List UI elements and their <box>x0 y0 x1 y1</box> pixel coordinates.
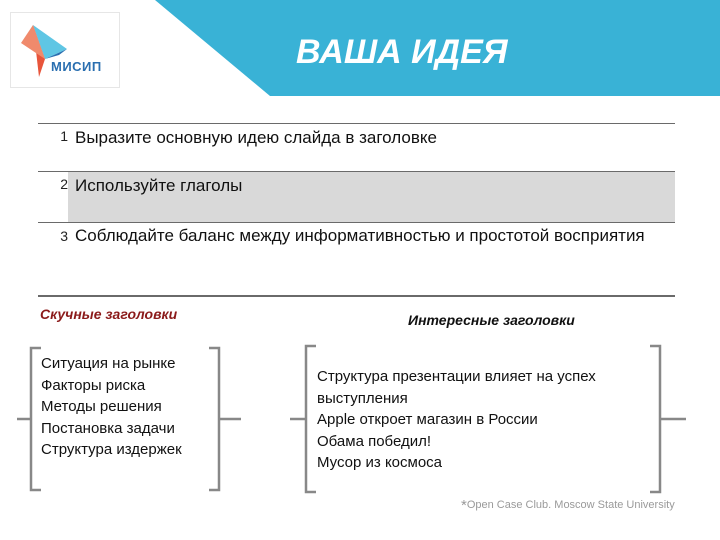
boring-headlines-title: Скучные заголовки <box>40 306 178 322</box>
step-number: 3 <box>60 228 68 244</box>
list-item: Методы решения <box>41 398 162 415</box>
list-item: Структура издержек <box>41 441 182 458</box>
logo-icon <box>11 13 119 87</box>
logo <box>10 12 120 88</box>
footer-star: * <box>461 497 467 514</box>
list-item: Обама победил! <box>317 432 432 450</box>
step-text: Используйте глаголы <box>75 176 243 195</box>
step-row <box>38 171 675 222</box>
step-text: Соблюдайте баланс между информативностью и простотой восприятия <box>75 226 645 245</box>
slide-title: ВАША ИДЕЯ <box>296 33 508 71</box>
step-text: Выразите основную идею слайда в заголовке <box>75 128 437 147</box>
list-item: Мусор из космоса <box>317 454 443 471</box>
step-row <box>38 222 675 297</box>
list-item: Apple откроет магазин в России <box>317 411 538 428</box>
footer-text: Open Case Club. Moscow State University <box>466 499 675 511</box>
interesting-headlines-list <box>317 366 596 474</box>
steps-table <box>38 123 675 297</box>
list-item: Структура презентации влияет на успех <box>317 368 596 385</box>
logo-text: МИСИП <box>51 59 102 74</box>
list-item: выступления <box>317 389 408 407</box>
interesting-headlines-title: Интересные заголовки <box>408 312 575 328</box>
step-number: 2 <box>60 176 68 192</box>
step-row <box>38 123 675 171</box>
list-item: Постановка задачи <box>41 419 175 437</box>
list-item: Факторы риска <box>41 376 146 394</box>
footer-note <box>461 497 675 514</box>
step-number: 1 <box>60 128 68 144</box>
boring-headlines-list <box>41 353 182 461</box>
list-item: Ситуация на рынке <box>41 355 176 372</box>
